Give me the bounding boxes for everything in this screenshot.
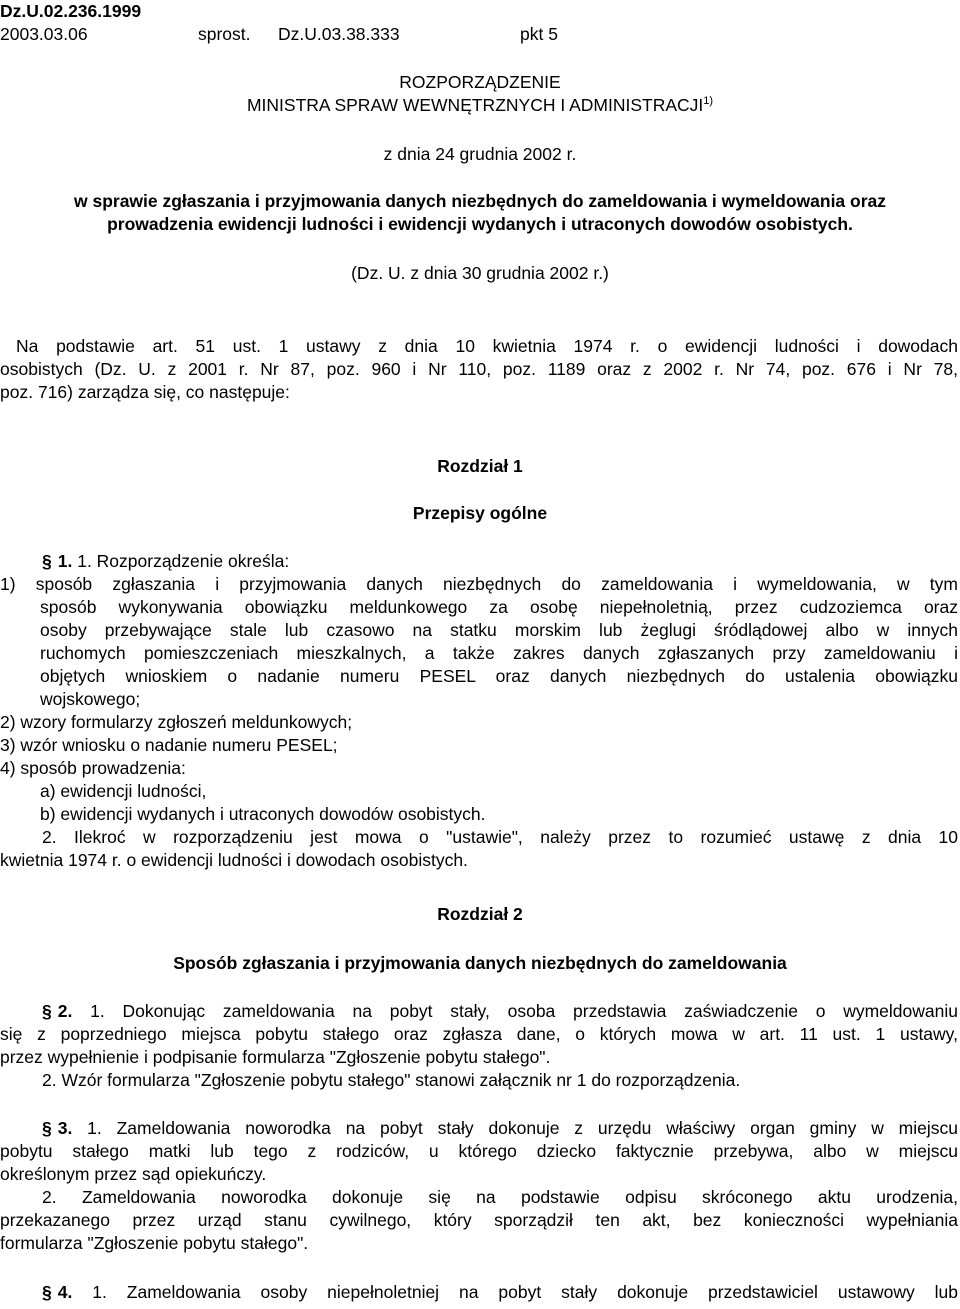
preamble-line2: osobistych (Dz. U. z 2001 r. Nr 87, poz. 960 i Nr 110, poz. 1189 oraz z 2002 r. Nr 74, poz. 676 i Nr 78, <box>0 359 958 379</box>
title-date: z dnia 24 grudnia 2002 r. <box>383 144 577 164</box>
paragraph-3-line3: określonym przez sąd opiekuńczy. <box>0 1164 267 1184</box>
paragraph-2-line1 <box>0 1000 958 1023</box>
paragraph-1-intro <box>0 550 958 573</box>
section-sign: § <box>42 1001 52 1021</box>
header-correction-ref: Dz.U.03.38.333 <box>278 24 400 44</box>
title-line1: ROZPORZĄDZENIE <box>399 72 561 92</box>
paragraph-3-line2: pobytu stałego matki lub tego z rodziców, u którego dziecko faktycznie przebywa, albo w miejscu <box>0 1141 958 1161</box>
paragraph-1-item1-line2: sposób wykonywania obowiązku meldunkowego za osobę niepełnoletnią, przez cudzoziemca oraz <box>40 597 958 617</box>
paragraph-1-item1-line4: ruchomych pomieszczeniach mieszkalnych, a także zakres danych zgłaszanych przy zameldowaniu i <box>40 643 958 663</box>
chapter1-heading: Rozdział 1 <box>437 456 523 476</box>
paragraph-3-line1-text: 1. Zameldowania noworodka na pobyt stały dokonuje z urzędu właściwy organ gminy w miejscu <box>72 1118 958 1138</box>
paragraph-3-line1 <box>0 1117 958 1140</box>
paragraph-2-ust2: 2. Wzór formularza "Zgłoszenie pobytu stałego" stanowi załącznik nr 1 do rozporządzenia. <box>42 1070 741 1090</box>
paragraph-2-line2: się z poprzedniego miejsca pobytu stałego oraz zgłasza dane, o których mowa w art. 11 ust. 1 ustawy, <box>0 1024 958 1044</box>
title-footnote: 1) <box>703 95 714 108</box>
header-ref: Dz.U.02.236.1999 <box>0 1 142 21</box>
paragraph-1-item4: 4) sposób prowadzenia: <box>0 758 186 778</box>
title-line2 <box>0 94 960 117</box>
paragraph-1-item1-line1: 1) sposób zgłaszania i przyjmowania danych niezbędnych do zameldowania i wymeldowania, w tym <box>0 574 958 594</box>
paragraph-2-line1-text: 1. Dokonując zameldowania na pobyt stały, osoba przedstawia zaświadczenie o wymeldowaniu <box>72 1001 958 1021</box>
paragraph-1-intro-text: 1. Rozporządzenie określa: <box>72 551 290 571</box>
preamble-line1: Na podstawie art. 51 ust. 1 ustawy z dnia 10 kwietnia 1974 r. o ewidencji ludności i dowodach <box>16 336 958 356</box>
header-date: 2003.03.06 <box>0 24 88 44</box>
header-point: pkt 5 <box>520 24 558 44</box>
paragraph-4-number: 4. <box>57 1282 73 1302</box>
section-sign: § <box>42 551 52 571</box>
paragraph-4-line1-text: 1. Zameldowania osoby niepełnoletniej na pobyt stały dokonuje przedstawiciel ustawowy lub <box>72 1282 958 1302</box>
paragraph-3-ust2-line1: 2. Zameldowania noworodka dokonuje się na podstawie odpisu skróconego aktu urodzenia, <box>42 1187 958 1207</box>
paragraph-2-line3: przez wypełnienie i podpisanie formularza "Zgłoszenie pobytu stałego". <box>0 1047 551 1067</box>
preamble <box>0 335 958 404</box>
paragraph-1-item1-line3: osoby przebywające stale lub czasowo na statku morskim lub żeglugi śródlądowej albo w innych <box>40 620 958 640</box>
paragraph-3-ust2-line3: formularza "Zgłoszenie pobytu stałego". <box>0 1233 309 1253</box>
paragraph-4 <box>0 1281 958 1304</box>
paragraph-2 <box>0 1000 958 1092</box>
paragraph-1-item1-line6: wojskowego; <box>40 689 141 709</box>
chapter2-title: Sposób zgłaszania i przyjmowania danych niezbędnych do zameldowania <box>173 953 787 973</box>
title-subject-line1: w sprawie zgłaszania i przyjmowania danych niezbędnych do zameldowania i wymeldowania oraz <box>73 191 887 211</box>
preamble-line3: poz. 716) zarządza się, co następuje: <box>0 382 290 402</box>
publication-info: (Dz. U. z dnia 30 grudnia 2002 r.) <box>351 263 609 283</box>
paragraph-1-item4b: b) ewidencji wydanych i utraconych dowodów osobistych. <box>40 804 486 824</box>
paragraph-1-number: 1. <box>57 551 73 571</box>
paragraph-3-number: 3. <box>57 1118 73 1138</box>
title-subject-line2: prowadzenia ewidencji ludności i ewidencji wydanych i utraconych dowodów osobistych. <box>107 214 853 234</box>
paragraph-3 <box>0 1117 958 1255</box>
section-sign: § <box>42 1118 52 1138</box>
section-sign: § <box>42 1282 52 1302</box>
paragraph-1-item1-line5: objętych wnioskiem o nadanie numeru PESEL oraz danych niezbędnych do ustalenia obowiązku <box>40 666 958 686</box>
paragraph-3-ust2-line2: przekazanego przez urząd stanu cywilnego, który sporządził ten akt, bez konieczności wypełniania <box>0 1210 958 1230</box>
paragraph-1-ust2-line2: kwietnia 1974 r. o ewidencji ludności i dowodach osobistych. <box>0 850 468 870</box>
paragraph-1-ust2-line1: 2. Ilekroć w rozporządzeniu jest mowa o "ustawie", należy przez to rozumieć ustawę z dnia 10 <box>42 827 958 847</box>
chapter1-title: Przepisy ogólne <box>412 503 548 523</box>
paragraph-1-item3: 3) wzór wniosku o nadanie numeru PESEL; <box>0 735 338 755</box>
paragraph-1-item4a: a) ewidencji ludności, <box>40 781 207 801</box>
chapter2-heading: Rozdział 2 <box>437 904 523 924</box>
paragraph-2-number: 2. <box>57 1001 73 1021</box>
paragraph-4-line1 <box>0 1281 958 1304</box>
paragraph-1 <box>0 550 958 872</box>
header-correction: sprost. <box>198 24 251 44</box>
title-line2-text: MINISTRA SPRAW WEWNĘTRZNYCH I ADMINISTRACJI <box>246 95 704 115</box>
paragraph-1-item2: 2) wzory formularzy zgłoszeń meldunkowych; <box>0 712 353 732</box>
